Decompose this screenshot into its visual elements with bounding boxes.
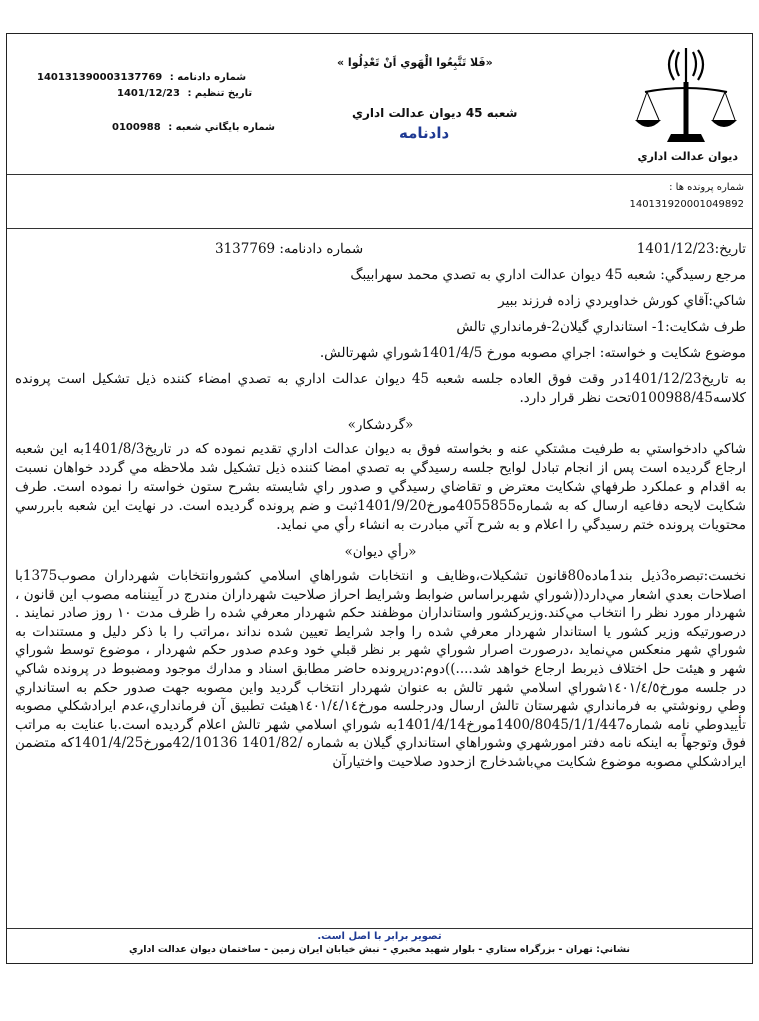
intro-paragraph: به تاريخ1401/12/23در وقت فوق العاده جلسه شعبه 45 ديوان عدالت اداري به تصدي امضاء كننده ذيل تشكيل است پرونده كلاسه0100988/45تحت نظر قرار دارد. <box>15 371 746 406</box>
files-divider <box>7 228 752 229</box>
date-line <box>117 88 252 99</box>
decree-number-label: شماره دادنامه : <box>169 72 247 83</box>
document-body <box>15 236 746 772</box>
date-label: تاريخ تنظيم : <box>187 88 253 99</box>
court-address: نشاني: تهران - بزرگراه ستاري - بلوار شهيد مخبري - نبش خيابان ايران زمين - ساختمان ديوان عدالت اداري <box>129 944 630 955</box>
scales-of-justice-icon <box>631 42 741 150</box>
archive-number-value: 0100988 <box>112 122 161 133</box>
files-label: شماره پرونده ها : <box>669 182 744 193</box>
branch-title: شعبه 45 ديوان عدالت اداري <box>352 106 518 120</box>
report-paragraph: شاكي دادخواستي به طرفيت مشتكي عنه و بخواسته فوق به ديوان عدالت اداري تقديم نموده كه در تاريخ1401/8/3به اين شعبه ارجاع گرديده است پس از انجام تبادل لوايح جلسه رسيدگي به تصدي امضا كننده ذيل تشكيل شد ملاحظه مي گردد خواهان نسبت به اقدام و عملكرد طرفهاي شكايت معترض و تقاضاي رسيدگي و صدور راي شايسته بشرح ستون خواسته را نموده است. طرف شكايت لايحه دفاعيه ارسال كه به شماره4055855مورخ1401/9/20ثبت و ضم پرونده گرديده است. در نهايت اين شعبه بابررسي محتويات پرونده ختم رسيدگي را اعلام و به شرح آتي مبادرت به انشاء رأي مي نمايد. <box>15 441 747 533</box>
defendant-line: طرف شكايت:1- استانداري گيلان2-فرمانداري تالش <box>456 319 746 335</box>
quran-verse: «فَلا تَتَّبِعُوا الْهَوي اَنْ تَعْدِلُوا » <box>337 56 493 69</box>
document-header <box>7 34 752 174</box>
date-decree-row <box>15 236 746 262</box>
court-name: ديوان عدالت اداري <box>637 150 738 163</box>
verdict-heading: «رأي ديوان» <box>344 544 417 560</box>
verdict-paragraph: نخست:تبصره3ذيل بند1ماده80قانون تشكيلات،وظايف و انتخابات شوراهاي اسلامي كشوروانتخابات شهرداران مصوب1375با اصلاحات بعدي اشعار مي‌دارد((شوراي شهربراساس ضوابط وشرايط احراز صلاحيت شهرداران مندرج در آييننامه مصوب اين قانون ، شهردار مورد نظر را انتخاب مي‌كند.وزيركشور واستانداران موظفند حكم شهردار معرفي شده را ظرف مدت ١٠ روز صادر نمايند . درصورتيكه وزير كشور يا استاندار شهردار معرفي شده را واجد شرايط تعيين شده نداند ،مراتب را با ذكر دليل و مستندات به شوراي شهر منعكس مي‌نمايد ،درصورت اصرار شوراي شهر بر نظر قبلي خود وعدم صدور حكم شهردار ، موضوع توسط شوراي شهر و هيئت حل اختلاف ذيربط ارجاع خواهد شد....))دوم:درپرونده حاضر مطابق اسناد و مدارك موجود ومضبوط در پرونده شاكي در جلسه مورخ١٤٠١/٤/٥شوراي اسلامي شهر تالش به عنوان شهردار انتخاب گرديد واين مصوبه جهت صدور حكم به استانداري وطي رونوشتي به فرمانداري شهرستان تالش ارسال ودرجلسه مورخ١٤٠١/٤/١٤هيئت تطبيق آن فرمانداري،عدم ايرادشكلي مصوبه تأييدوطي نامه شماره1400/8045/1/1/447مورخ1401/4/14به شوراي اسلامي شهر تالش اعلام گرديده است.با عنايت به مراتب فوق وتوجهاً به اينكه نامه دفتر امورشهري وشوراهاي استانداري گيلان به شماره /1401/82 42/10136مورخ1401/4/25كه متضمن ايرادشكلي مصوبه موضوع شكايت مي‌باشدخارج ازحدود صلاحيت واختيارآن <box>15 568 747 770</box>
header-divider <box>7 174 752 175</box>
document-frame <box>6 33 753 964</box>
plaintiff-line: شاكي:آقاي كورش خداويردي زاده فرزند ببير <box>498 293 746 309</box>
document-footer <box>7 928 752 963</box>
report-heading: «گردشكار» <box>347 417 414 433</box>
date-value: 1401/12/23 <box>117 88 180 99</box>
reference-line: مرجع رسيدگي: شعبه 45 ديوان عدالت اداري به تصدي محمد سهرابيبگ <box>350 267 746 283</box>
certified-copy-note: تصوير برابر با اصل است. <box>317 931 442 942</box>
subject-line: موضوع شكايت و خواسته: اجراي مصوبه مورخ 1401/4/5شوراي شهرتالش. <box>319 345 746 361</box>
body-decree-number: شماره دادنامه: 3137769 <box>215 241 364 257</box>
decree-number-line <box>37 72 246 83</box>
document-title: دادنامه <box>399 124 450 142</box>
files-value: 140131920001049892 <box>629 199 744 210</box>
archive-number-label: شماره بايگاني شعبه : <box>168 122 275 133</box>
body-date: تاريخ:1401/12/23 <box>636 241 746 257</box>
decree-number-value: 140131390003137769 <box>37 72 163 83</box>
archive-number-line <box>112 122 275 133</box>
